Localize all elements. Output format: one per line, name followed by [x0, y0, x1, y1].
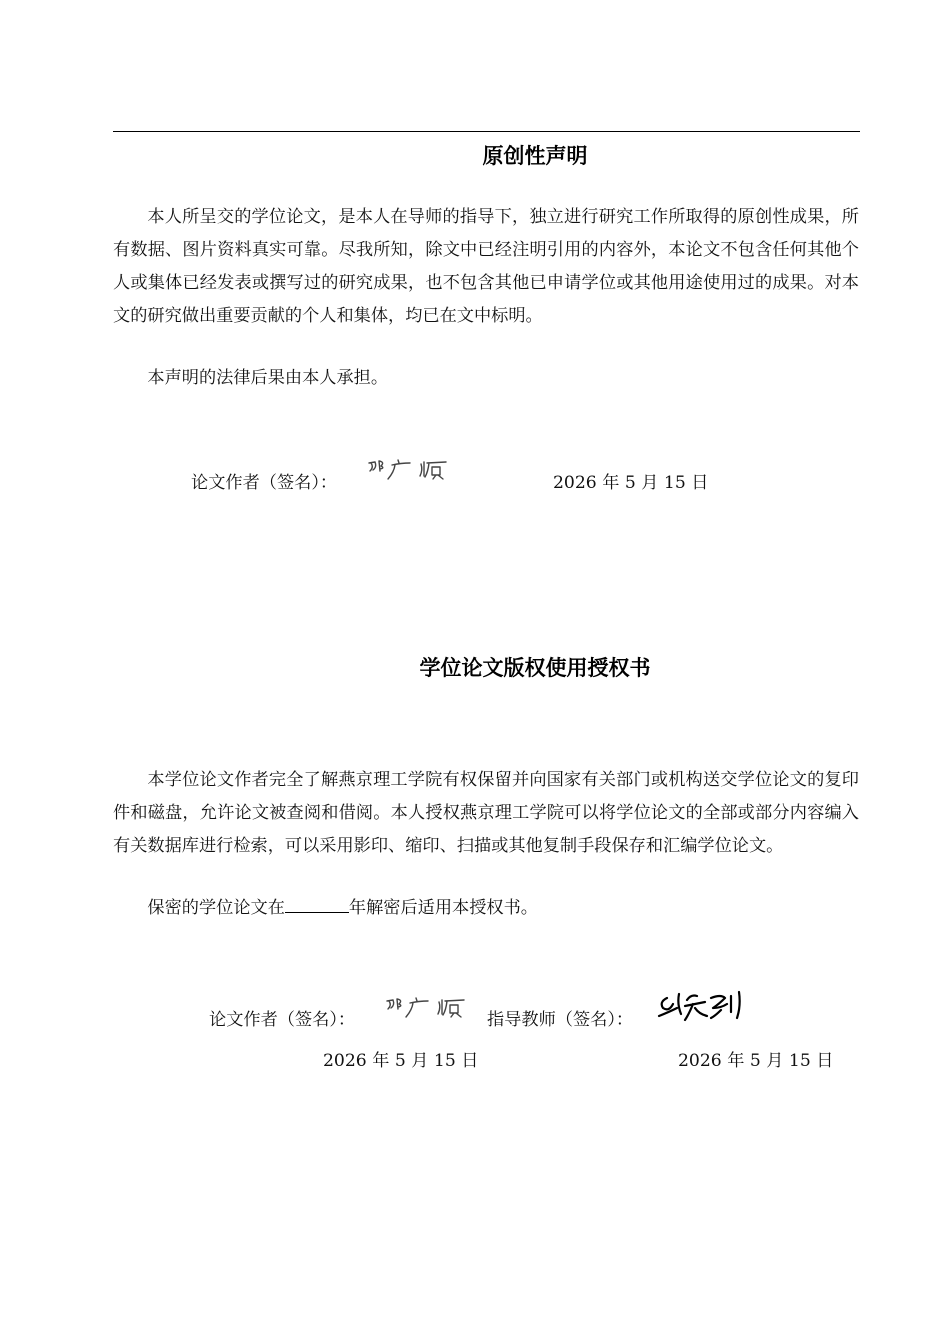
declaration-author-signature	[366, 458, 452, 482]
declaration-legal-paragraph: 本声明的法律后果由本人承担。	[147, 368, 389, 388]
declaration-title: 原创性声明	[482, 144, 588, 168]
authorization-author-sign-label: 论文作者（签名）：	[209, 1010, 356, 1030]
authorization-title: 学位论文版权使用授权书	[419, 656, 651, 680]
header-rule	[113, 131, 860, 132]
declaration-paragraph: 本人所呈交的学位论文，是本人在导师的指导下，独立进行研究工作所取得的原创性成果，所有数据、图片资料真实可靠。尽我所知，除文中已经注明引用的内容外，本论文不包含任何其他个人或集体已经发表或撰写过的研究成果，也不包含其他已申请学位或其他用途使用过的成果。对本文的研究做出重要贡献的个人和集体，均已在文中标明。	[113, 207, 859, 326]
authorization-paragraph: 本学位论文作者完全了解燕京理工学院有权保留并向国家有关部门或机构送交学位论文的复印件和磁盘，允许论文被查阅和借阅。本人授权燕京理工学院可以将学位论文的全部或部分内容编入有关数据库进行检索，可以采用影印、缩印、扫描或其他复制手段保存和汇编学位论文。	[113, 770, 859, 856]
declaration-date: 2026 年 5 月 15 日	[553, 473, 709, 493]
authorization-author-date: 2026 年 5 月 15 日	[323, 1051, 479, 1071]
advisor-date: 2026 年 5 月 15 日	[678, 1051, 834, 1071]
confidentiality-years-blank	[285, 896, 349, 913]
advisor-signature	[655, 988, 755, 1024]
confidentiality-text-before: 保密的学位论文在	[147, 898, 285, 918]
confidentiality-statement	[113, 892, 859, 925]
declaration-author-sign-label: 论文作者（签名）：	[191, 473, 338, 493]
confidentiality-text-after: 年解密后适用本授权书。	[348, 898, 538, 918]
authorization-author-signature	[384, 996, 470, 1020]
advisor-sign-label: 指导教师（签名）：	[487, 1010, 634, 1030]
